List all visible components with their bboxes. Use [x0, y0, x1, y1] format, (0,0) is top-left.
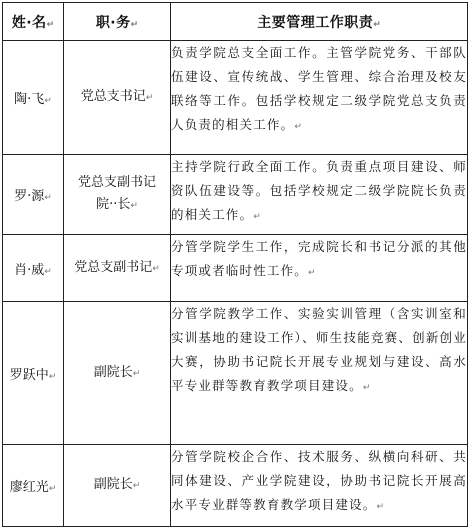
leadership-duty-table: [2, 2, 468, 527]
position-cell: 党总支副书记 院··长↵: [64, 155, 171, 235]
name-cell: 肖·威↵: [3, 235, 64, 302]
header-position: 职·务↵: [64, 3, 171, 41]
name-cell: 罗·源↵: [3, 155, 64, 235]
duties-cell: 负责学院总支全面工作。主管学院党务、干部队伍建设、宣传统战、学生管理、综合治理及校友联络等工作。包括学校规定二级学院党总支负责人负责的相关工作。↵: [171, 41, 468, 155]
table-row: [3, 41, 468, 155]
position-cell: 党总支副书记↵: [64, 235, 171, 302]
position-cell: 副院长↵: [64, 445, 171, 527]
table-row: [3, 302, 468, 445]
duties-cell: 分管学院学生工作，完成院长和书记分派的其他专项或者临时性工作。↵: [171, 235, 468, 302]
position-cell: 党总支书记↵: [64, 41, 171, 155]
header-duties: 主要管理工作职责↵: [171, 3, 468, 41]
name-cell: 廖红光↵: [3, 445, 64, 527]
name-cell: 陶·飞↵: [3, 41, 64, 155]
duties-cell: 分管学院教学工作、实验实训管理（含实训室和实训基地的建设工作）、师生技能竞赛、创新创业大赛，协助书记院长开展专业规划与建设、高水平专业群等教育教学项目建设。↵: [171, 302, 468, 445]
header-name: 姓·名↵: [3, 3, 64, 41]
header-row: [3, 3, 468, 41]
duties-cell: 分管学院校企合作、技术服务、纵横向科研、共同体建设、产业学院建设，协助书记院长开展高水平专业群等教育教学项目建设。↵: [171, 445, 468, 527]
table-row: [3, 155, 468, 235]
table-row: [3, 235, 468, 302]
table-row: [3, 445, 468, 527]
name-cell: 罗跃中↵: [3, 302, 64, 445]
duties-cell: 主持学院行政全面工作。负责重点项目建设、师资队伍建设等。包括学校规定二级学院院长负责的相关工作。↵: [171, 155, 468, 235]
position-cell: 副院长↵: [64, 302, 171, 445]
